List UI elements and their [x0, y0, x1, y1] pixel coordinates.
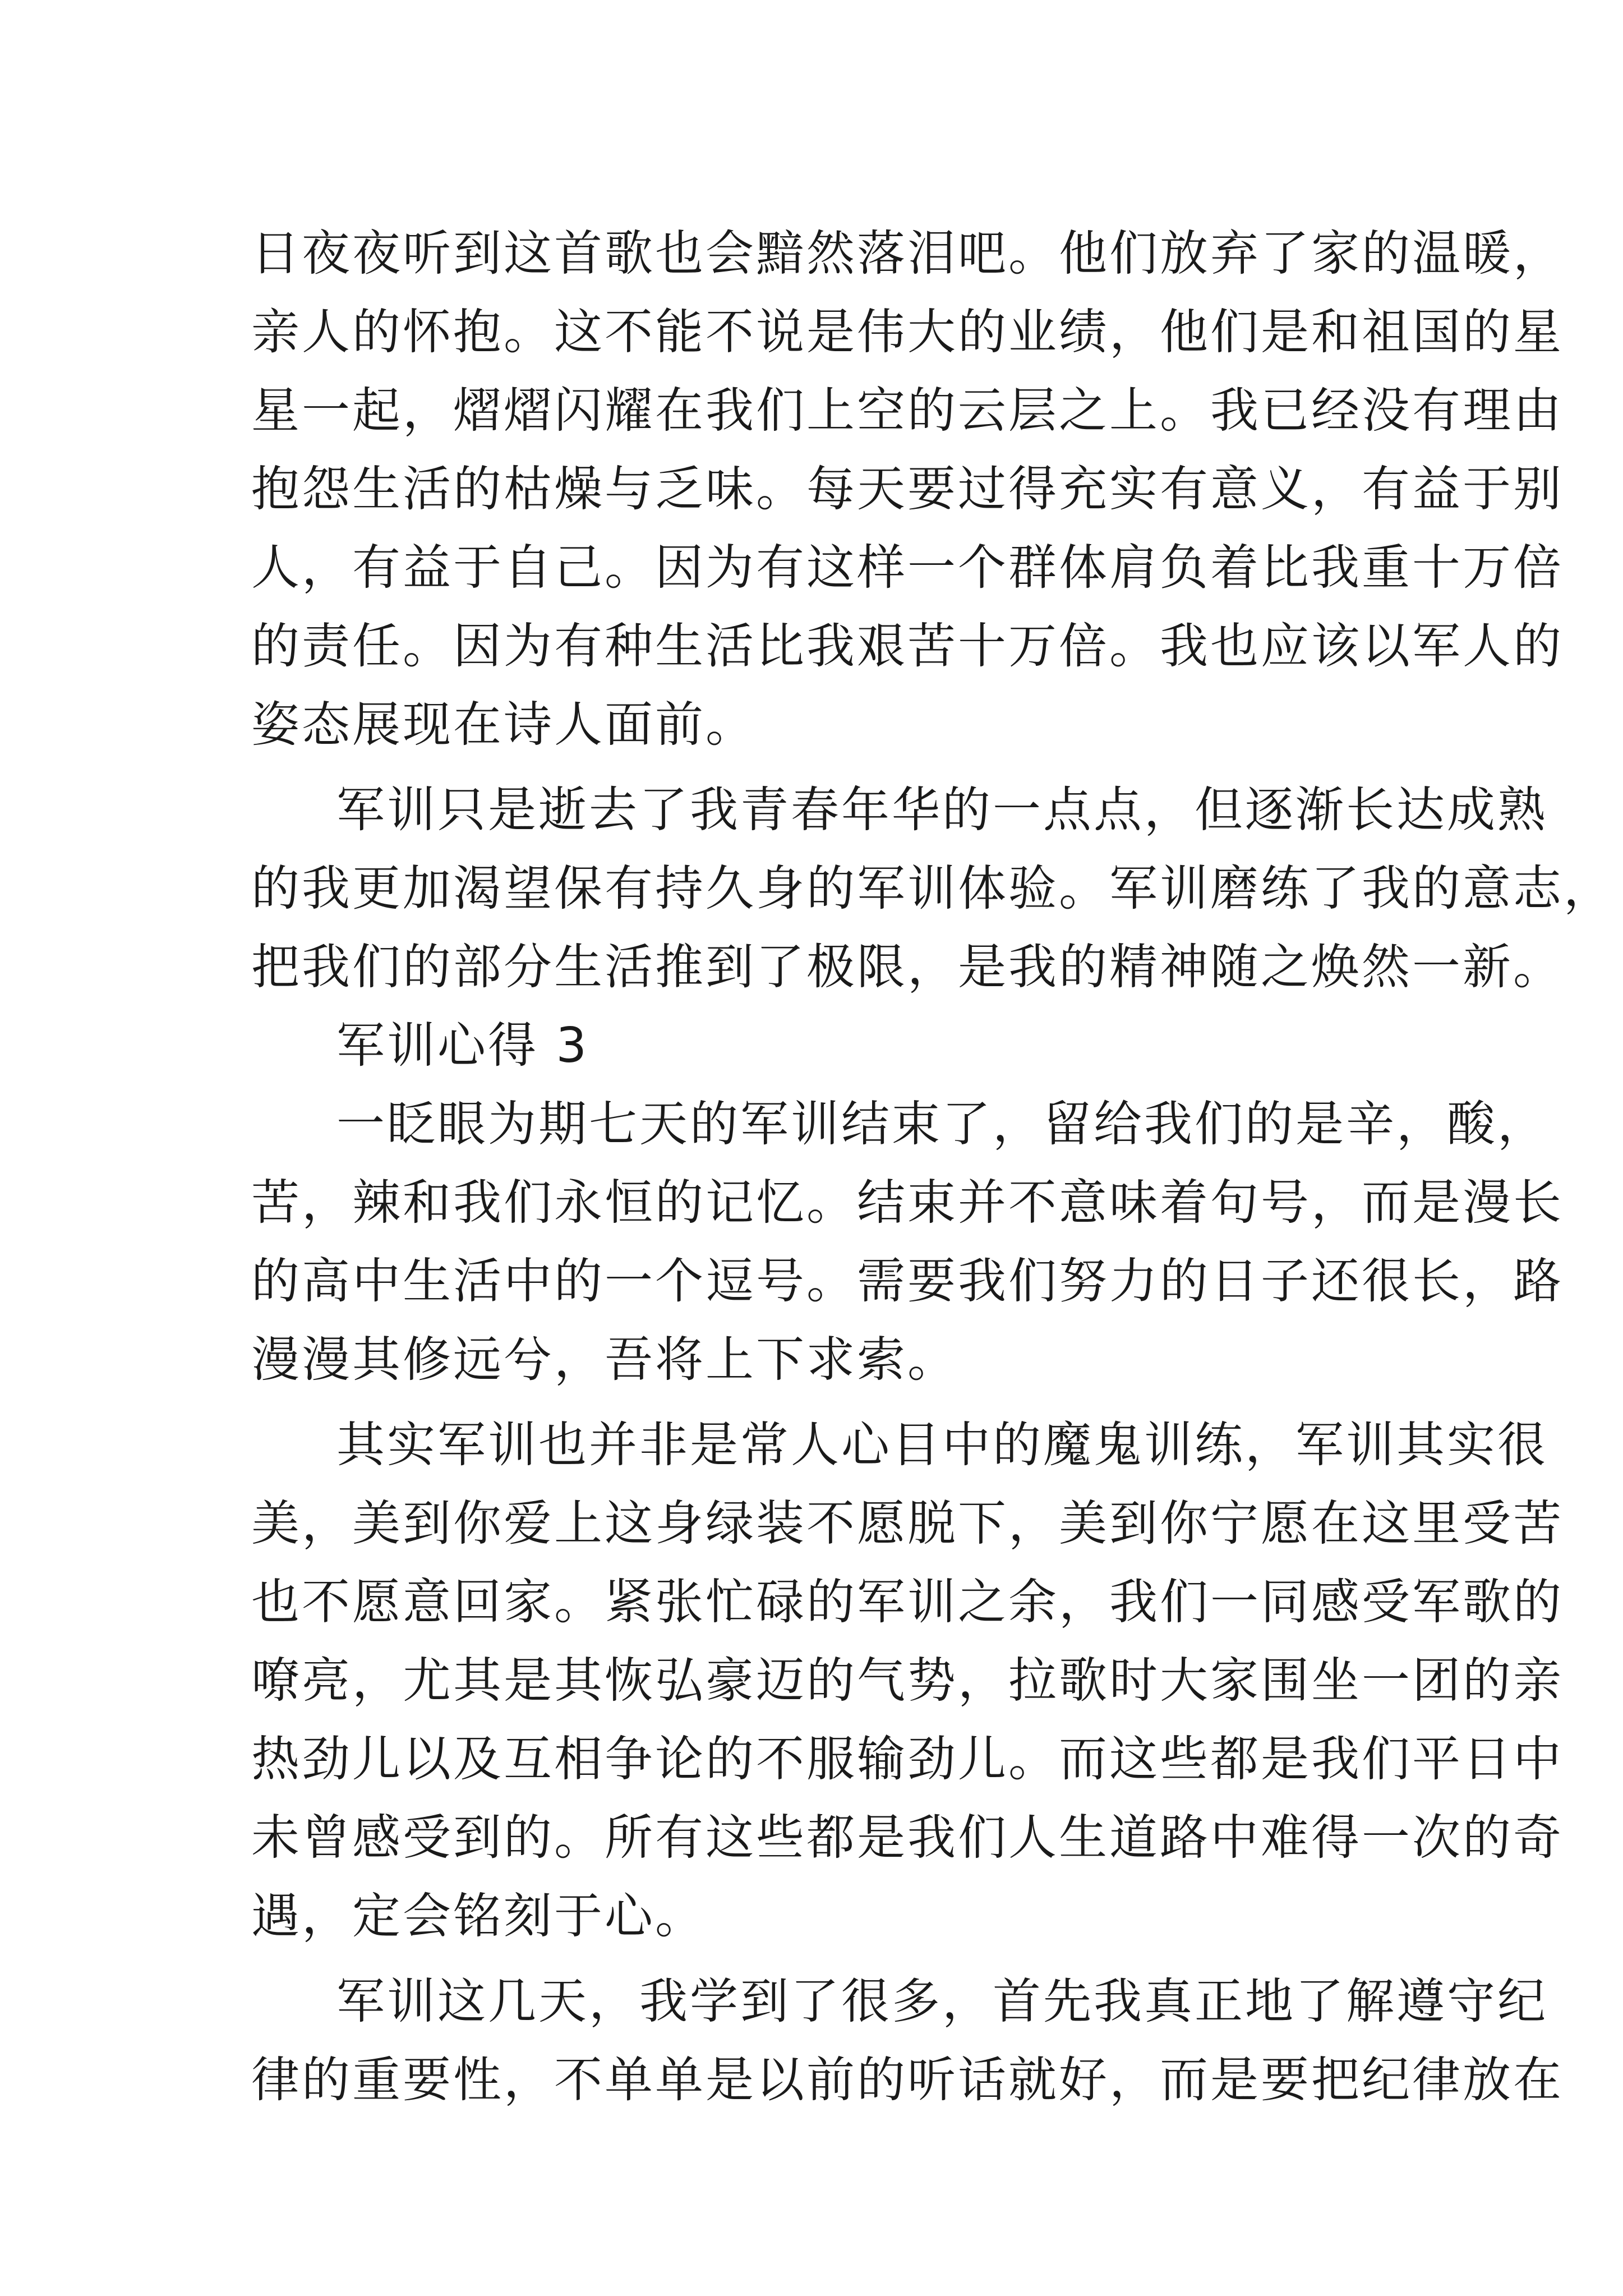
text-line: 日夜夜听到这首歌也会黯然落泪吧。他们放弃了家的温暖， — [251, 226, 1564, 282]
text-line: 其实军训也并非是常人心目中的魔鬼训练，军训其实很 — [336, 1417, 1548, 1473]
text-line: 嘹亮，尤其是其恢弘豪迈的气势，拉歌时大家围坐一团的亲 — [251, 1653, 1564, 1709]
text-line: 的我更加渴望保有持久身的军训体验。军训磨练了我的意志， — [251, 861, 1614, 917]
text-line: 热劲儿以及互相争论的不服输劲儿。而这些都是我们平日中 — [251, 1731, 1564, 1787]
section-heading: 军训心得 3 — [336, 1018, 589, 1074]
text-line: 也不愿意回家。紧张忙碌的军训之余，我们一同感受军歌的 — [251, 1574, 1564, 1630]
text-line: 律的重要性，不单单是以前的听话就好，而是要把纪律放在 — [251, 2052, 1564, 2108]
text-line: 亲人的怀抱。这不能不说是伟大的业绩，他们是和祖国的星 — [251, 304, 1564, 360]
text-line: 的高中生活中的一个逗号。需要我们努力的日子还很长，路 — [251, 1253, 1564, 1309]
text-line: 美，美到你爱上这身绿装不愿脱下，美到你宁愿在这里受苦 — [251, 1496, 1564, 1552]
text-line: 人，有益于自己。因为有这样一个群体肩负着比我重十万倍 — [251, 540, 1564, 596]
text-line: 苦，辣和我们永恒的记忆。结束并不意味着句号，而是漫长 — [251, 1175, 1564, 1231]
text-line: 军训这几天，我学到了很多，首先我真正地了解遵守纪 — [336, 1973, 1548, 2030]
text-line: 军训只是逝去了我青春年华的一点点，但逐渐长达成熟 — [336, 782, 1548, 838]
text-line: 漫漫其修远兮，吾将上下求索。 — [251, 1332, 958, 1388]
text-line: 把我们的部分生活推到了极限，是我的精神随之焕然一新。 — [251, 939, 1564, 995]
text-line: 的责任。因为有种生活比我艰苦十万倍。我也应该以军人的 — [251, 618, 1564, 674]
text-line: 一眨眼为期七天的军训结束了，留给我们的是辛，酸， — [336, 1096, 1548, 1152]
text-line: 星一起，熠熠闪耀在我们上空的云层之上。我已经没有理由 — [251, 383, 1564, 439]
text-line: 姿态展现在诗人面前。 — [251, 697, 756, 753]
text-line: 遇，定会铭刻于心。 — [251, 1888, 706, 1944]
text-line: 未曾感受到的。所有这些都是我们人生道路中难得一次的奇 — [251, 1810, 1564, 1866]
text-line: 抱怨生活的枯燥与乏味。每天要过得充实有意义，有益于别 — [251, 461, 1564, 517]
